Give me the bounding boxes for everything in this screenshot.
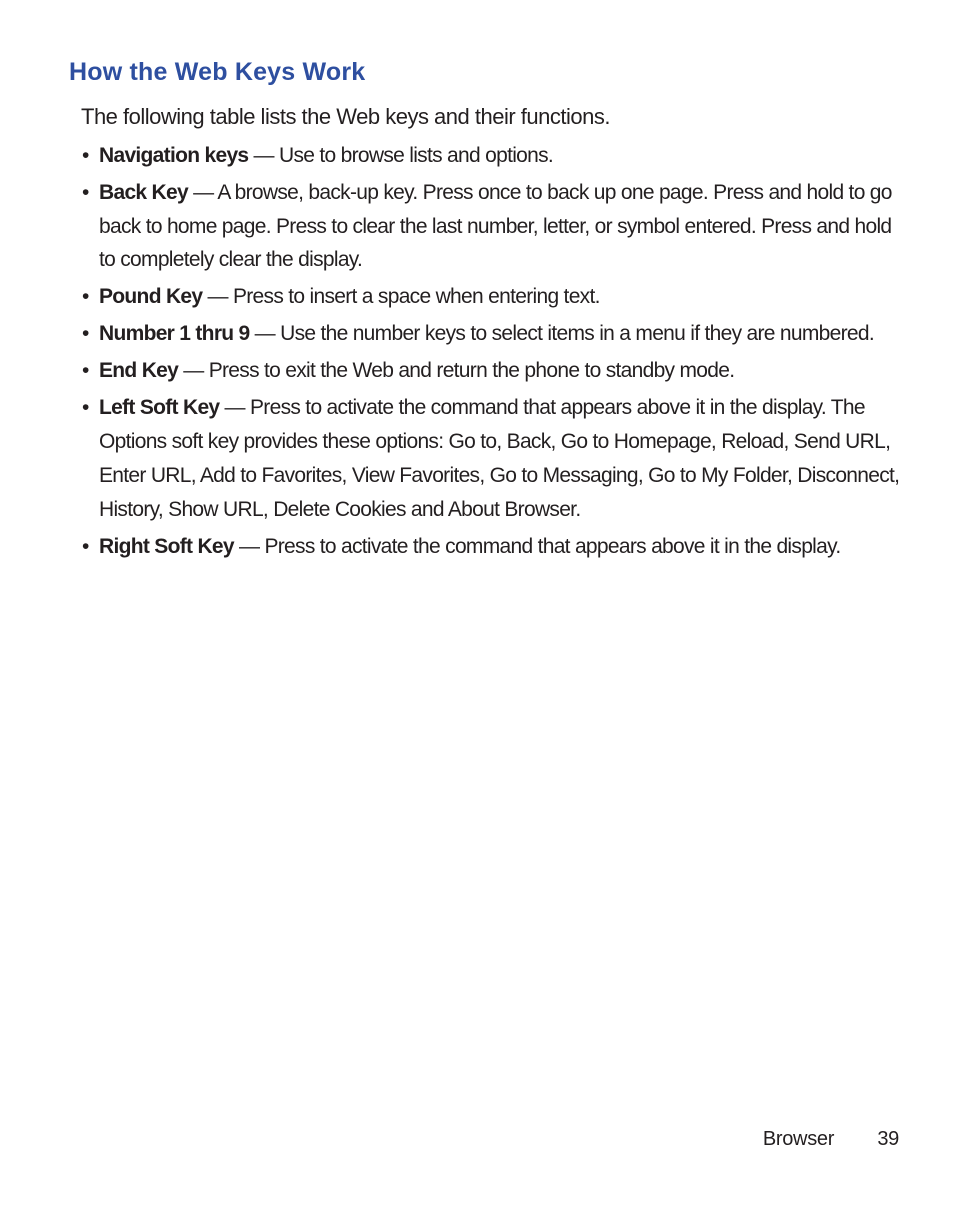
- list-item-number-keys: [82, 317, 904, 351]
- key-description: — Press to activate the command that appears above it in the display.: [233, 534, 841, 558]
- key-term: Number 1 thru 9: [99, 322, 250, 346]
- key-term: Pound Key: [99, 285, 203, 309]
- list-item-pound-key: [82, 280, 904, 314]
- key-description: — Use the number keys to select items in a menu if they are numbered.: [249, 322, 875, 346]
- key-description: — A browse, back-up key. Press once to back up one page. Press and hold to go back to home page. Press to clear the last number, letter, or symbol entered. Press and hold to completely clear the display.: [99, 181, 892, 272]
- bullet-icon: •: [82, 181, 89, 204]
- list-item-right-soft-key: [82, 530, 904, 564]
- footer-section-name: Browser: [762, 1128, 835, 1150]
- key-term: Left Soft Key: [99, 396, 220, 420]
- key-description: — Press to activate the command that appears above it in the display. The Options soft key provides these options: Go to, Back, Go to Homepage, Reload, Send URL, Enter URL, Add to Favorites, View Favorites, Go to Messaging, Go to My Folder, Disconnect, History, Show URL, Delete Cookies and About Browser.: [99, 396, 900, 521]
- bullet-icon: •: [82, 396, 89, 420]
- list-item-end-key: [82, 354, 904, 388]
- bullet-icon: •: [82, 359, 89, 383]
- bullet-icon: •: [82, 322, 89, 346]
- bullet-icon: •: [82, 144, 89, 167]
- page-number: 39: [877, 1128, 899, 1150]
- key-term: Back Key: [99, 181, 188, 204]
- key-term: Right Soft Key: [99, 534, 234, 558]
- list-item-left-soft-key: [82, 391, 904, 526]
- section-heading: How the Web Keys Work: [69, 58, 366, 86]
- key-term: Navigation keys: [99, 144, 249, 167]
- page-footer: [763, 1125, 899, 1153]
- key-description: — Press to exit the Web and return the phone to standby mode.: [178, 359, 735, 383]
- intro-paragraph: The following table lists the Web keys and their functions.: [81, 104, 610, 129]
- key-term: End Key: [99, 359, 179, 383]
- key-description: — Press to insert a space when entering text.: [202, 285, 600, 309]
- key-description: — Use to browse lists and options.: [248, 144, 554, 167]
- list-item-back-key: [82, 176, 904, 277]
- bullet-icon: •: [82, 285, 89, 309]
- list-item-navigation-keys: [82, 139, 904, 173]
- web-keys-list: [82, 139, 904, 567]
- bullet-icon: •: [82, 534, 89, 558]
